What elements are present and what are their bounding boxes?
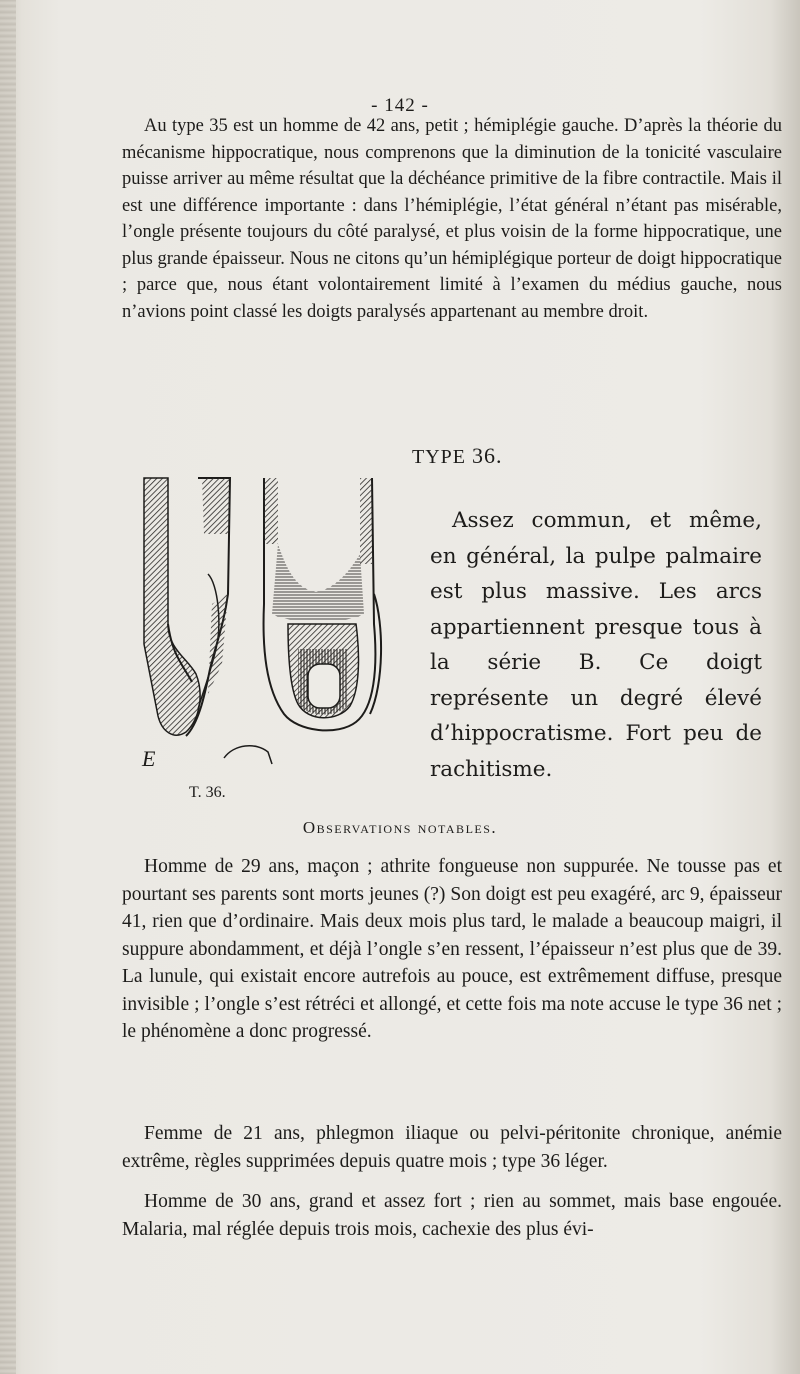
figure-pointer-mark	[224, 746, 272, 764]
intro-paragraph: Au type 35 est un homme de 42 ans, petit ; hémiplégie gauche. D’après la théorie du mécanisme hippocratique, nous comprenons que la diminution de la tonicité vasculaire puisse arriver au même résultat que la déchéance primitive de la fibre contractile. Mais il est une différence importante : dans l’hémiplégie, l’état général n’étant pas misérable, l’ongle présente toujours du côté paralysé, et plus voisin de la forme hippocratique, une plus grande épaisseur. Nous ne citons qu’un hémiplégique porteur de doigt hippocratique ; parce que, nous étant volontairement limité à l’examen du médius gauche, nous n’avions point classé les doigts paralysés appartenant au membre droit.	[122, 116, 782, 322]
finger-side-view	[144, 478, 230, 736]
observation-paragraph: Homme de 29 ans, maçon ; athrite fongueuse non suppurée. Ne tousse pas et pourtant ses parents sont morts jeunes (?) Son doigt est peu exagéré, arc 9, épaisseur 41, rien que d’ordinaire. Mais deux mois plus tard, le malade a beaucoup maigri, il suppure abondamment, et déjà l’ongle s’en ressent, l’épaisseur n’est plus que de 39. La lunule, qui existait encore autrefois au pouce, est extrêmement diffuse, presque invisible ; l’ongle s’est rétréci et allongé, et cette fois ma note accuse le type 36 net ; le phénomène a donc progressé.	[122, 856, 782, 1042]
type-heading-word: TYPE	[412, 446, 466, 468]
observation-paragraph: Homme de 30 ans, grand et assez fort ; rien au sommet, mais base engouée. Malaria, mal réglée depuis trois mois, cachexie des plus évi-	[122, 1191, 782, 1240]
observation-paragraph: Femme de 21 ans, phlegmon iliaque ou pelvi-péritonite chronique, anémie extrême, règles supprimées depuis quatre mois ; type 36 léger.	[122, 1123, 782, 1172]
type-description: Assez commun, et même, en général, la pulpe palmaire est plus massive. Les arcs appartiennent presque tous à la série B. Ce doigt représente un degré élevé d’hippocratisme. Fort peu de rachitisme.	[430, 508, 762, 782]
figure-caption: T. 36.	[189, 784, 226, 801]
finger-illustration	[138, 474, 398, 774]
type-heading	[412, 443, 503, 469]
observations-heading: Observations notables.	[302, 818, 498, 837]
type-heading-number: 36.	[472, 443, 503, 468]
book-spine-shadow	[0, 0, 16, 1374]
finger-front-view	[264, 478, 382, 730]
figure-label-e: E	[142, 746, 156, 771]
page-number: - 142 -	[371, 95, 429, 116]
